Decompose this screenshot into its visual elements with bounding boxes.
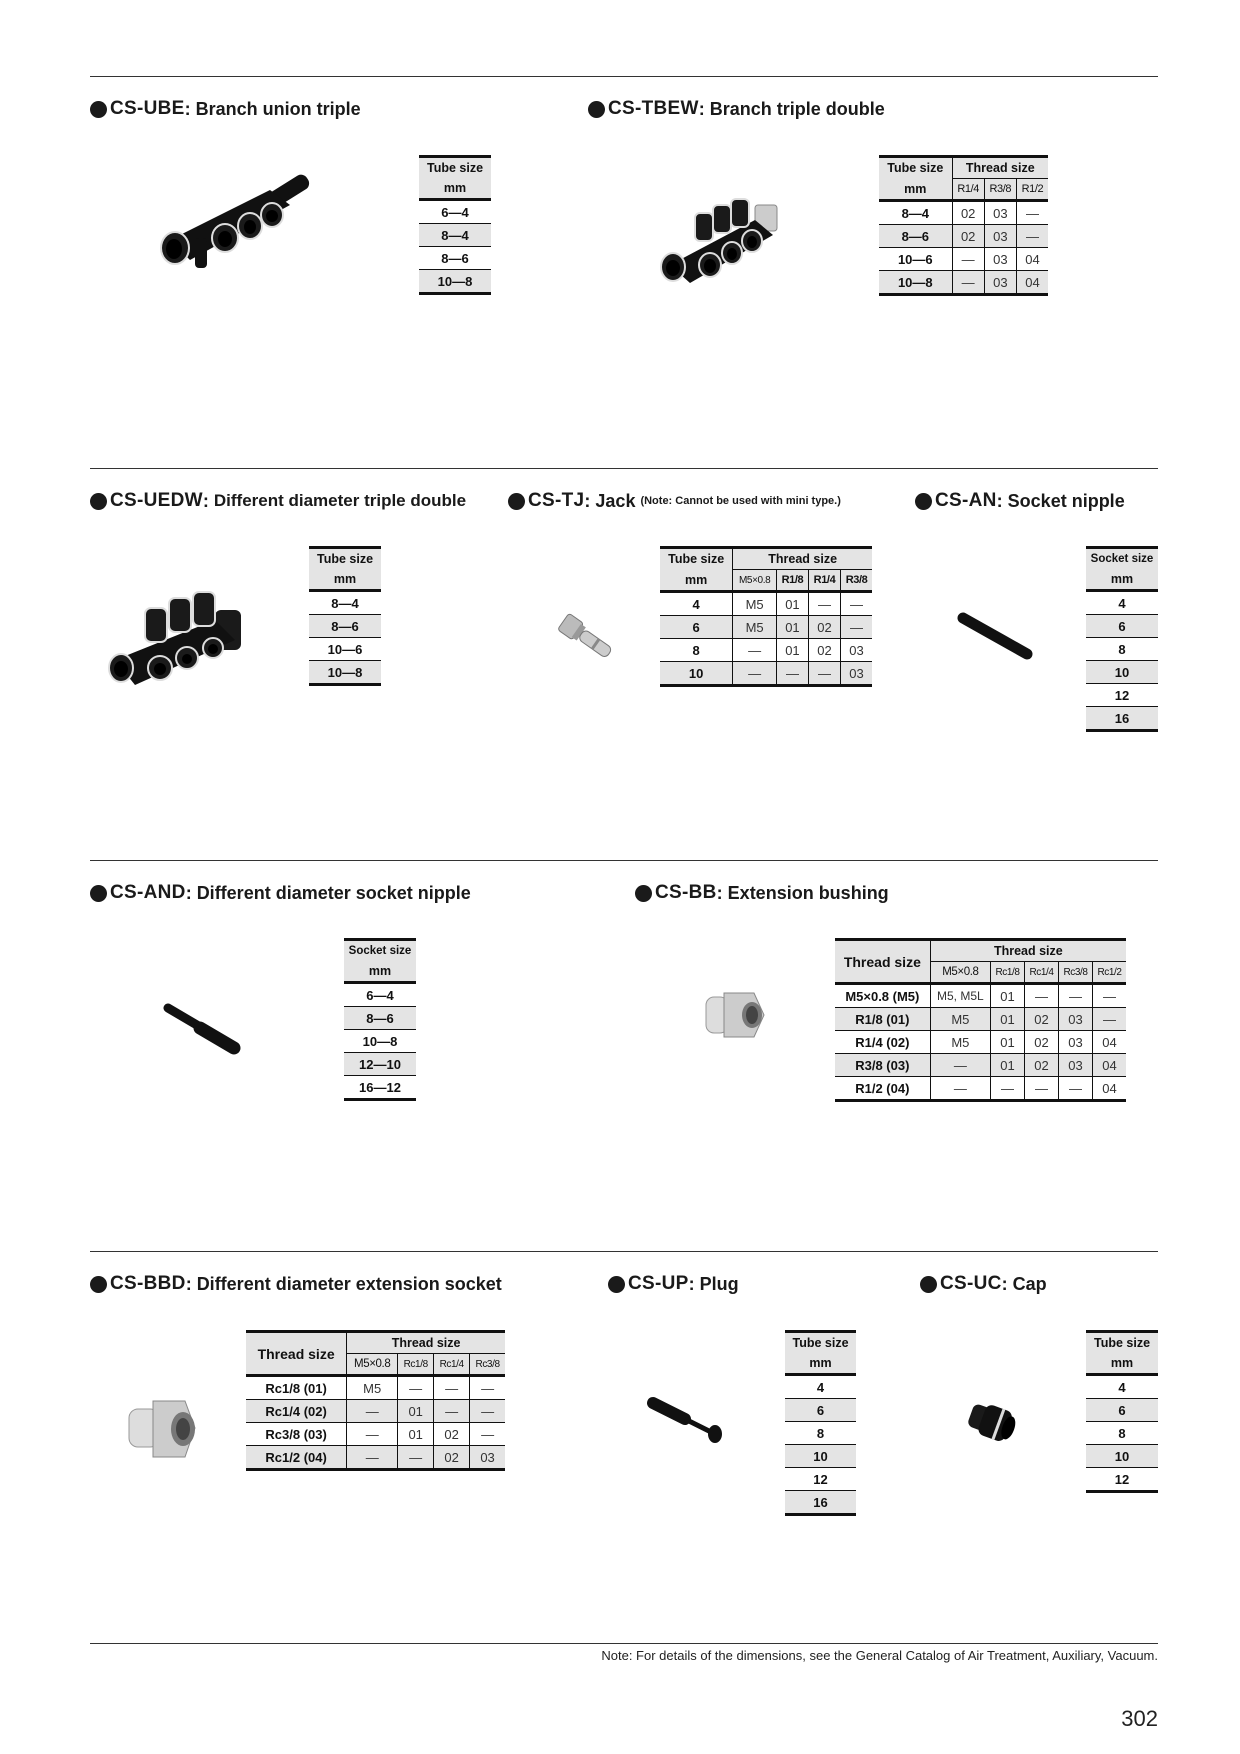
table-cell: — — [733, 639, 777, 662]
product-code: CS-UC — [940, 1273, 1002, 1294]
product-name: Different diameter extension socket — [196, 1273, 502, 1294]
socket-nipple-image — [955, 610, 1035, 662]
spec-table-cs-tj — [660, 546, 872, 687]
table-cell: 01 — [991, 1008, 1025, 1031]
section-title-cs-an: CS-AN : Socket nipple — [915, 490, 1125, 512]
table-cell: 03 — [984, 225, 1016, 248]
table-cell: 03 — [1059, 1054, 1093, 1077]
table-cell: 12—10 — [344, 1053, 416, 1076]
table-cell: 01 — [776, 639, 808, 662]
header-sub: R3/8 — [984, 179, 1016, 201]
page-number: 302 — [1121, 1706, 1158, 1731]
table-cell: 02 — [952, 225, 984, 248]
table-cell: M5 — [347, 1376, 398, 1400]
branch-triple-double-image — [655, 195, 795, 295]
header-cell: mm — [1086, 569, 1158, 591]
header-group: Thread size — [930, 940, 1126, 962]
table-cell: 8—4 — [901, 205, 930, 221]
header-sub: M5×0.8 — [347, 1354, 398, 1376]
table-cell: — — [347, 1423, 398, 1446]
table-cell: 01 — [398, 1400, 434, 1423]
table-cell: 6—4 — [366, 987, 394, 1003]
header-cell: mm — [344, 961, 416, 983]
table-cell: 01 — [776, 592, 808, 616]
header-cell: mm — [785, 1353, 856, 1375]
table-cell: 03 — [1059, 1008, 1093, 1031]
header-cell: Tube size — [309, 548, 381, 570]
section-divider — [90, 76, 1158, 77]
spec-table-cs-up — [785, 1330, 856, 1516]
product-note: (Note: Cannot be used with mini type.) — [640, 495, 841, 507]
table-cell: 03 — [1059, 1031, 1093, 1054]
product-name: Plug — [699, 1273, 739, 1294]
table-cell: — — [1016, 201, 1048, 225]
table-cell: 03 — [841, 639, 872, 662]
section-divider — [90, 1251, 1158, 1252]
bullet-icon — [635, 885, 652, 902]
table-cell: — — [470, 1376, 505, 1400]
product-code: CS-UP — [628, 1273, 689, 1294]
table-cell: M5 — [930, 1008, 990, 1031]
table-cell: 4 — [816, 1379, 825, 1395]
bullet-icon — [90, 1276, 107, 1293]
table-cell: 10 — [1086, 1445, 1158, 1468]
jack-image — [552, 608, 622, 668]
product-code: CS-TJ — [528, 490, 585, 511]
table-cell: 8—6 — [344, 1007, 416, 1030]
table-cell: 04 — [1093, 1054, 1126, 1077]
extension-bushing-image — [700, 985, 770, 1045]
table-cell: 03 — [984, 271, 1016, 295]
table-cell: — — [347, 1400, 398, 1423]
header-sub: Rc3/8 — [470, 1354, 505, 1376]
header-cell: mm — [309, 569, 381, 591]
product-code: CS-BBD — [110, 1273, 186, 1294]
table-cell: 10—6 — [879, 248, 952, 271]
header-group: Thread size — [952, 157, 1048, 179]
table-cell: 02 — [808, 616, 840, 639]
table-cell: 01 — [991, 1054, 1025, 1077]
different-diameter-socket-nipple-image — [160, 1000, 245, 1060]
table-cell: — — [1093, 984, 1126, 1008]
table-cell: — — [398, 1446, 434, 1470]
header-cell: Socket size — [344, 940, 416, 962]
table-cell: 10 — [660, 662, 733, 686]
table-cell: 01 — [991, 984, 1025, 1008]
table-cell: 16 — [1086, 707, 1158, 731]
header-sub: Rc1/4 — [1025, 962, 1059, 984]
table-cell: 04 — [1093, 1031, 1126, 1054]
table-cell: Rc1/4 (02) — [246, 1400, 347, 1423]
table-cell: Rc1/2 (04) — [246, 1446, 347, 1470]
table-cell: Rc1/8 (01) — [265, 1380, 327, 1396]
header-sub: M5×0.8 — [733, 570, 777, 592]
table-cell: R3/8 (03) — [835, 1054, 930, 1077]
table-cell: — — [841, 592, 872, 616]
table-cell: 10—8 — [419, 270, 491, 294]
different-diameter-extension-socket-image — [125, 1395, 200, 1465]
table-cell: 6—4 — [441, 204, 469, 220]
spec-table-cs-ube — [419, 155, 491, 295]
spec-table-cs-bb — [835, 938, 1126, 1102]
bullet-icon — [608, 1276, 625, 1293]
spec-table-cs-tbew — [879, 155, 1048, 296]
bullet-icon — [508, 493, 525, 510]
table-cell: R1/8 (01) — [835, 1008, 930, 1031]
header-sub: Rc1/8 — [991, 962, 1025, 984]
table-cell: 10—8 — [879, 271, 952, 295]
table-cell: 8 — [785, 1422, 856, 1445]
table-cell: M5 — [733, 616, 777, 639]
bullet-icon — [90, 101, 107, 118]
table-cell: 8—6 — [309, 615, 381, 638]
table-cell: 03 — [841, 662, 872, 686]
product-code: CS-UEDW — [110, 490, 203, 511]
table-cell: 6 — [785, 1399, 856, 1422]
table-cell: 8 — [1086, 1422, 1158, 1445]
section-title-cs-up: CS-UP : Plug — [608, 1273, 739, 1295]
table-cell: — — [1016, 225, 1048, 248]
product-name: Branch triple double — [709, 98, 885, 119]
table-cell: 02 — [434, 1446, 470, 1470]
section-title-cs-uc: CS-UC : Cap — [920, 1273, 1047, 1295]
table-cell: — — [398, 1376, 434, 1400]
spec-table-cs-uedw — [309, 546, 381, 686]
section-title-cs-tbew: CS-TBEW : Branch triple double — [588, 98, 885, 120]
product-code: CS-BB — [655, 882, 717, 903]
header-cell: Tube size — [785, 1332, 856, 1354]
footer-divider — [90, 1643, 1158, 1644]
table-cell: 10 — [1086, 661, 1158, 684]
table-cell: 8—6 — [879, 225, 952, 248]
product-name: Different diameter socket nipple — [196, 882, 471, 903]
bullet-icon — [920, 1276, 937, 1293]
table-cell: — — [930, 1077, 990, 1101]
section-title-cs-and: CS-AND : Different diameter socket nipple — [90, 882, 471, 904]
table-cell: 10 — [785, 1445, 856, 1468]
table-cell: — — [470, 1423, 505, 1446]
bullet-icon — [90, 493, 107, 510]
table-cell: 04 — [1016, 271, 1048, 295]
table-cell: — — [1093, 1008, 1126, 1031]
header-sub: R1/8 — [776, 570, 808, 592]
table-cell: 6 — [660, 616, 733, 639]
header-sub: R1/4 — [952, 179, 984, 201]
header-cell: Socket size — [1086, 548, 1158, 570]
spec-table-cs-bbd — [246, 1330, 505, 1471]
table-cell: 8—4 — [419, 224, 491, 247]
table-cell: 02 — [952, 201, 984, 225]
table-cell: 02 — [434, 1423, 470, 1446]
table-cell: 10—8 — [344, 1030, 416, 1053]
table-cell: 01 — [776, 616, 808, 639]
section-title-cs-bbd: CS-BBD : Different diameter extension socket — [90, 1273, 502, 1295]
table-cell: — — [930, 1054, 990, 1077]
section-divider — [90, 860, 1158, 861]
table-cell: 8 — [660, 639, 733, 662]
table-cell: 4 — [1118, 595, 1126, 611]
table-cell: 03 — [984, 248, 1016, 271]
table-cell: M5×0.8 (M5) — [845, 988, 920, 1004]
table-cell: — — [733, 662, 777, 686]
table-cell: — — [776, 662, 808, 686]
table-cell: 6 — [1086, 1399, 1158, 1422]
table-cell: — — [808, 662, 840, 686]
section-title-cs-uedw: CS-UEDW : Different diameter triple double — [90, 490, 466, 512]
header-cell: mm — [660, 570, 733, 592]
header-cell: Tube size — [419, 157, 491, 179]
table-cell: Rc3/8 (03) — [246, 1423, 347, 1446]
table-cell: 04 — [1016, 248, 1048, 271]
table-cell: — — [991, 1077, 1025, 1101]
bullet-icon — [915, 493, 932, 510]
plug-image — [645, 1395, 730, 1450]
table-cell: — — [1059, 984, 1093, 1008]
table-cell: 03 — [984, 201, 1016, 225]
table-cell: 6 — [1086, 615, 1158, 638]
header-cell: Thread size — [835, 940, 930, 984]
section-title-cs-ube: CS-UBE : Branch union triple — [90, 98, 361, 120]
table-cell: R1/4 (02) — [835, 1031, 930, 1054]
table-cell: — — [1059, 1077, 1093, 1101]
bullet-icon — [588, 101, 605, 118]
table-cell: 02 — [808, 639, 840, 662]
table-cell: — — [1025, 984, 1059, 1008]
header-cell: Thread size — [246, 1332, 347, 1376]
header-cell: mm — [879, 179, 952, 201]
table-cell: 12 — [1086, 684, 1158, 707]
header-cell: Tube size — [660, 548, 733, 570]
header-sub: R3/8 — [841, 570, 872, 592]
spec-table-cs-an — [1086, 546, 1158, 732]
product-name: Cap — [1012, 1273, 1047, 1294]
table-cell: 16—12 — [344, 1076, 416, 1100]
product-name: Different diameter triple double — [213, 491, 467, 510]
header-cell: Tube size — [1086, 1332, 1158, 1354]
header-sub: Rc3/8 — [1059, 962, 1093, 984]
table-cell: — — [1025, 1077, 1059, 1101]
table-cell: 4 — [692, 596, 700, 612]
branch-union-triple-image — [150, 160, 350, 280]
product-name: Branch union triple — [195, 98, 361, 119]
header-cell: mm — [1086, 1353, 1158, 1375]
product-code: CS-AN — [935, 490, 997, 511]
header-group: Thread size — [733, 548, 872, 570]
footer-note: Note: For details of the dimensions, see the General Catalog of Air Treatment, Auxiliary, Vacuum. — [601, 1648, 1158, 1663]
table-cell: — — [841, 616, 872, 639]
section-divider — [90, 468, 1158, 469]
bullet-icon — [90, 885, 107, 902]
spec-table-cs-and — [344, 938, 416, 1101]
spec-table-cs-uc — [1086, 1330, 1158, 1493]
table-cell: 02 — [1025, 1054, 1059, 1077]
product-code: CS-UBE — [110, 98, 185, 119]
table-cell: M5 — [733, 592, 777, 616]
table-cell: — — [434, 1400, 470, 1423]
different-diameter-triple-double-image — [105, 590, 255, 695]
header-sub: Rc1/8 — [398, 1354, 434, 1376]
product-code: CS-TBEW — [608, 98, 699, 119]
table-cell: 8—6 — [419, 247, 491, 270]
cap-image — [965, 1398, 1020, 1448]
table-cell: — — [470, 1400, 505, 1423]
table-cell: — — [808, 592, 840, 616]
table-cell: 12 — [1086, 1468, 1158, 1492]
header-cell: mm — [419, 178, 491, 200]
table-cell: 8 — [1086, 638, 1158, 661]
table-cell: M5 — [930, 1031, 990, 1054]
table-cell: — — [952, 271, 984, 295]
table-cell: 01 — [398, 1423, 434, 1446]
header-sub: Rc1/2 — [1093, 962, 1126, 984]
table-cell: 8—4 — [331, 595, 359, 611]
section-title-cs-tj: CS-TJ : Jack (Note: Cannot be used with mini type.) — [508, 490, 841, 512]
table-cell: 16 — [785, 1491, 856, 1515]
table-cell: — — [952, 248, 984, 271]
table-cell: 02 — [1025, 1031, 1059, 1054]
header-cell: Tube size — [879, 157, 952, 179]
table-cell: — — [347, 1446, 398, 1470]
table-cell: — — [434, 1376, 470, 1400]
table-cell: M5, M5L — [930, 984, 990, 1008]
table-cell: R1/2 (04) — [835, 1077, 930, 1101]
table-cell: 10—8 — [309, 661, 381, 685]
table-cell: 03 — [470, 1446, 505, 1470]
table-cell: 02 — [1025, 1008, 1059, 1031]
header-sub: R1/2 — [1016, 179, 1048, 201]
header-sub: M5×0.8 — [930, 962, 990, 984]
table-cell: 10—6 — [309, 638, 381, 661]
table-cell: 01 — [991, 1031, 1025, 1054]
table-cell: 04 — [1093, 1077, 1126, 1101]
section-title-cs-bb: CS-BB : Extension bushing — [635, 882, 889, 904]
product-name: Socket nipple — [1007, 490, 1125, 511]
product-code: CS-AND — [110, 882, 186, 903]
header-sub: R1/4 — [808, 570, 840, 592]
header-sub: Rc1/4 — [434, 1354, 470, 1376]
product-name: Extension bushing — [727, 882, 889, 903]
product-name: Jack — [595, 490, 636, 511]
table-cell: 4 — [1118, 1379, 1126, 1395]
header-group: Thread size — [347, 1332, 505, 1354]
table-cell: 12 — [785, 1468, 856, 1491]
